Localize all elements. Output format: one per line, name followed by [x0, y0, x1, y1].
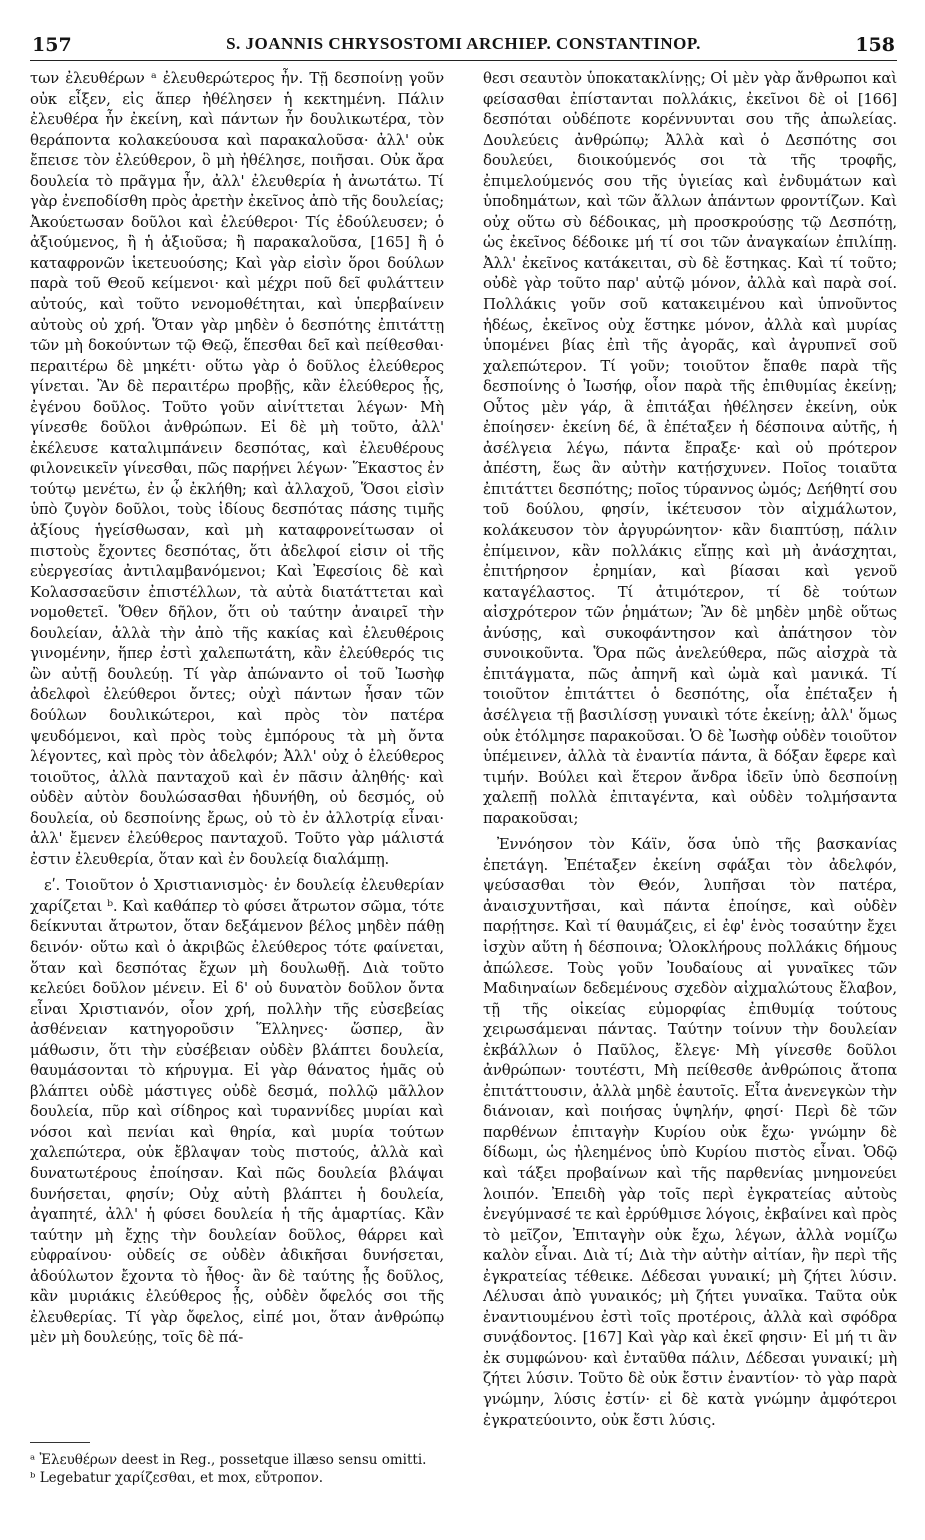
footnote-b: ᵇ Legebatur χαρίζεσθαι, et mox, εὔτροπον. — [30, 1469, 324, 1486]
page-number-left: 157 — [32, 34, 72, 56]
left-paragraph-2: εʹ. Τοιοῦτον ὁ Χριστιανισμὸς· ἐν δουλείᾳ ἐλευθερίαν χαρίζεται ᵇ. Καὶ καθάπερ τὸ φύσει ἄτρωτον σῶμα, τότε δείκνυται ἄτρωτον, ὅταν δεξάμενον βέλος μηδὲν πάθῃ δεινόν· οὕτω καὶ ὁ ἀκριβῶς ἐλεύθερος τότε φαίνεται, ὅταν καὶ δεσπότας ἔχων μὴ δουλωθῇ. Διὰ τοῦτο κελεύει δοῦλον μένειν. Εἰ δ' οὐ δυνατὸν δοῦλον ὄντα εἶναι Χριστιανόν, οἷον χρή, πολλὴν τῆς εὐσεβείας ἀσθένειαν κατηγοροῦσιν Ἕλληνες· ὥσπερ, ἂν μάθωσιν, ὅτι τὴν εὐσέβειαν οὐδὲν βλάπτει δουλεία, θαυμάσονται τὸ κήρυγμα. Εἰ γὰρ θάνατος ἡμᾶς οὐ βλάπτει οὐδὲ μάστιγες οὐδὲ δεσμά, πολλῷ μᾶλλον δουλεία, πῦρ καὶ σίδηρος καὶ τυραννίδες μυρίαι καὶ νόσοι καὶ πενίαι καὶ θηρία, καὶ μυρία τούτων χαλεπώτερα, οὐκ ἔβλαψαν τοὺς πιστούς, ἀλλὰ καὶ δυνατωτέρους ἐποίησαν. Καὶ πῶς δουλεία βλάψαι δυνήσεται, φησίν; Οὐχ αὐτὴ βλάπτει ἡ δουλεία, ἀγαπητέ, ἀλλ' ἡ φύσει δουλεία ἡ τῆς ἁμαρτίας. Κἂν ταύτην μὴ ἔχῃς τὴν δουλείαν δοῦλος, θάρρει καὶ εὐφραίνου· οὐδείς σε οὐδὲν ἀδικῆσαι δυνήσεται, ἀδούλωτον ἔχοντα τὸ ἦθος· ἂν δὲ ταύτης ᾖς δοῦλος, κἂν μυριάκις ἐλεύθερος ᾖς, οὐδὲν ὄφελός σοι τῆς ἐλευθερίας. Τί γὰρ ὄφελος, εἰπέ μοι, ὅταν ἀνθρώπῳ μὲν μὴ δουλεύῃς, τοῖς δὲ πά- — [30, 876, 444, 1347]
footnote-a: ᵃ Ἐλευθέρων deest in Reg., possetque illæso sensu omitti. — [30, 1452, 427, 1468]
right-column — [483, 68, 897, 1430]
right-paragraph-1: θεσι σεαυτὸν ὑποκατακλίνῃς; Οἱ μὲν γὰρ ἄνθρωποι καὶ φείσασθαι ἐπίστανται πολλάκις, ἐκεῖνοι δὲ οἱ [166] δεσπόται οὐδέποτε κορέννυνται σου τῆς ἀπωλείας. Δουλεύεις ἀνθρώπῳ; Ἀλλὰ καὶ ὁ Δεσπότης σοι δουλεύει, διοικούμενός σοι τὰ τῆς τροφῆς, ἐπιμελούμενός σου τῆς ὑγιείας καὶ ἐνδυμάτων καὶ ὑποδημάτων, καὶ τῶν ἄλλων ἁπάντων φροντίζων. Καὶ οὐχ οὕτω σὺ δέδοικας, μὴ προσκρούσῃς τῷ Δεσπότῃ, ὡς ἐκεῖνος δέδοικε μή τί σοι τῶν ἀναγκαίων ἐπιλίπῃ. Ἀλλ' ἐκεῖνος κατάκειται, σὺ δὲ ἕστηκας. Καὶ τί τοῦτο; οὐδὲ γὰρ τοῦτο παρ' αὐτῷ μόνον, ἀλλὰ καὶ παρὰ σοί. Πολλάκις γοῦν σοῦ κατακειμένου καὶ ὑπνοῦντος ἡδέως, ἐκεῖνος οὐχ ἕστηκε μόνον, ἀλλὰ καὶ μυρίας ὑπομένει βίας ἐπὶ τῆς ἀγορᾶς, καὶ ἀγρυπνεῖ σοῦ χαλεπώτερον. Τί γοῦν; τοιοῦτον ἔπαθε παρὰ τῆς δεσποίνης ὁ Ἰωσήφ, οἷον παρὰ τῆς ἐπιθυμίας ἐκείνῃ; Οὗτος μὲν γάρ, ἃ ἐπιτάξαι ἠθέλησεν ἐκείνη, οὐκ ἐποίησεν· ἐκείνη δέ, ἃ ἐπέταξεν ἡ δέσποινα αὐτῆς, ἡ ἀσέλγεια λέγω, πάντα ἔπραξε· καὶ οὐ πρότερον ἀπέστη, ἕως ἂν αὐτὴν κατῄσχυνεν. Ποῖος τοιαῦτα ἐπιτάττει δεσπότης; ποῖος τύραννος ὠμός; Δεήθητί σου τοῦ δούλου, φησίν, ἱκέτευσον τὸν αἰχμάλωτον, κολάκευσον τὸν ἀργυρώνητον· κἂν διαπτύσῃ, πάλιν ἐπίμεινον, κἂν πολλάκις εἴπῃς καὶ μὴ ἀνάσχηται, ἐπιτήρησον ἐρημίαν, καὶ βίασαι καὶ γενοῦ καταγέλαστος. Τί ἀτιμότερον, τί δὲ τούτων αἰσχρότερον τῶν ῥημάτων; Ἂν δὲ μηδὲν μηδὲ οὕτως ἀνύσῃς, καὶ συκοφάντησον καὶ ἀπάτησον τὸν συνοικοῦντα. Ὅρα πῶς ἀνελεύθερα, πῶς αἰσχρὰ τὰ ἐπιτάγματα, πῶς ἀπηνῆ καὶ ὠμὰ καὶ μανικά. Τί τοιοῦτον ἐπιτάττει ὁ δεσπότης, οἷα ἐπέταξεν ἡ ἀσέλγεια τῇ βασιλίσσῃ γυναικὶ τότε ἐκείνῃ; ἀλλ' ὅμως οὐκ ἐτόλμησε παρακοῦσαι. Ὁ δὲ Ἰωσὴφ οὐδὲν τοιοῦτον ὑπέμεινεν, ἀλλὰ τὰ ἐναντία πάντα, ἃ δόξαν ἔφερε καὶ τιμήν. Βούλει καὶ ἕτερον ἄνδρα ἰδεῖν ὑπὸ δεσποίνῃ χαλεπῇ πολλὰ ἐπιταγέντα, καὶ οὐδὲν τολμήσαντα παρακοῦσαι; — [483, 69, 898, 827]
footnotes — [30, 1452, 440, 1487]
right-paragraph-2: Ἐννόησον τὸν Κάϊν, ὅσα ὑπὸ τῆς βασκανίας ἐπετάγη. Ἐπέταξεν ἐκείνη σφάξαι τὸν ἀδελφόν, ψεύσασθαι τὸν Θεόν, λυπῆσαι τὸν πατέρα, ἀναισχυντῆσαι, καὶ πάντα ἐποίησε, καὶ οὐδὲν παρῄτησε. Καὶ τί θαυμάζεις, εἰ ἐφ' ἑνὸς τοσαύτην ἔχει ἰσχὺν αὕτη ἡ δέσποινα; Ὁλοκλήρους πολλάκις δήμους ἀπώλεσε. Τοὺς γοῦν Ἰουδαίους αἱ γυναῖκες τῶν Μαδιηναίων δεδεμένους σχεδὸν αἰχμαλώτους ἔλαβον, τῇ τῆς οἰκείας εὐμορφίας ἐπιθυμίᾳ τούτους χειρωσάμεναι πάντας. Ταύτην τοίνυν τὴν δουλείαν ἐκβάλλων ὁ Παῦλος, ἔλεγε· Μὴ γίνεσθε δοῦλοι ἀνθρώπων· τουτέστι, Μὴ πείθεσθε ἀνθρώποις ἄτοπα ἐπιτάττουσιν, ἀλλὰ μηδὲ ἑαυτοῖς. Εἶτα ἀνενεγκὼν τὴν διάνοιαν, καὶ ποιήσας ὑψηλήν, φησί· Περὶ δὲ τῶν παρθένων ἐπιταγὴν Κυρίου οὐκ ἔχω· γνώμην δὲ δίδωμι, ὡς ἠλεημένος ὑπὸ Κυρίου πιστὸς εἶναι. Ὁδῷ καὶ τάξει προβαίνων καὶ τῆς παρθενίας μνημονεύει λοιπόν. Ἐπειδὴ γὰρ τοῖς περὶ ἐγκρατείας αὐτοὺς ἐνεγύμνασέ τε καὶ ἐρρύθμισε λόγοις, ἐκβαίνει καὶ πρὸς τὸ μεῖζον, Ἐπιταγὴν οὐκ ἔχω, λέγων, ἀλλὰ νομίζω καλὸν εἶναι. Διὰ τί; Διὰ τὴν αὐτὴν αἰτίαν, ἣν περὶ τῆς ἐγκρατείας τέθεικε. Δέδεσαι γυναικί; μὴ ζήτει λύσιν. Λέλυσαι ἀπὸ γυναικός; μὴ ζήτει γυναῖκα. Ταῦτα οὐκ ἐναντιουμένου ἐστὶ τοῖς προτέροις, ἀλλὰ καὶ σφόδρα συνᾴδοντος. [167] Καὶ γὰρ καὶ ἐκεῖ φησιν· Εἰ μή τι ἂν ἐκ συμφώνου· καὶ ἐνταῦθα πάλιν, Δέδεσαι γυναικί; μὴ ζήτει λύσιν. Τοῦτο δὲ οὐκ ἔστιν ἐναντίον· τὸ γὰρ παρὰ γνώμην, λύσις ἐστίν· εἰ δὲ κατὰ γνώμην ἀμφότεροι ἐγκρατεύοιντο, οὐκ ἔστι λύσις. — [483, 835, 897, 1429]
running-header — [30, 30, 897, 61]
footnote-divider — [30, 1442, 90, 1443]
left-paragraph-1: των ἐλευθέρων ᵃ ἐλευθερώτερος ἦν. Τῇ δεσποίνῃ γοῦν οὐκ εἶξεν, εἰς ἅπερ ἠθέλησεν ἡ κεκτημένη. Πάλιν ἐλευθέρα ἦν ἐκείνη, καὶ πάντων ἦν δουλικωτέρα, τὸν θεράποντα κολακεύουσα καὶ παρακαλοῦσα· ἀλλ' οὐκ ἔπεισε τὸν ἐλεύθερον, ὃ μὴ ἠθέλησε, ποιῆσαι. Οὐκ ἄρα δουλεία τὸ πρᾶγμα ἦν, ἀλλ' ἐλευθερία ἡ ἀνωτάτω. Τί γὰρ ἐνεποδίσθη πρὸς ἀρετὴν ἐκεῖνος ἀπὸ τῆς δουλείας; Ἀκούετωσαν δοῦλοι καὶ ἐλεύθεροι· Τίς ἐδούλευσεν; ὁ ἀξιούμενος, ἢ ἡ ἀξιοῦσα; ἢ παρακαλοῦσα, [165] ἢ ὁ καταφρονῶν ἱκετευούσης; Καὶ γὰρ εἰσὶν ὅροι δούλων παρὰ τοῦ Θεοῦ κείμενοι· καὶ μέχρι ποῦ δεῖ φυλάττειν αὐτούς, καὶ τοῦτο νενομοθέτηται, καὶ ὑπερβαίνειν αὐτοὺς οὐ χρή. Ὅταν γὰρ μηδὲν ὁ δεσπότης ἐπιτάττῃ τῶν μὴ δοκούντων τῷ Θεῷ, ἕπεσθαι δεῖ καὶ πείθεσθαι· περαιτέρω δὲ μηκέτι· οὕτω γὰρ ὁ δοῦλος ἐλεύθερος γίνεται. Ἂν δὲ περαιτέρω προβῇς, κἂν ἐλεύθερος ᾖς, ἐγένου δοῦλος. Τοῦτο γοῦν αἰνίττεται λέγων· Μὴ γίνεσθε δοῦλοι ἀνθρώπων. Εἰ δὲ μὴ τοῦτο, ἀλλ' ἐκέλευσε καταλιμπάνειν δεσπότας, καὶ ἐλευθέρους φιλονεικεῖν γίνεσθαι, πῶς παρῄνει λέγων· Ἕκαστος ἐν τούτῳ μενέτω, ἐν ᾧ ἐκλήθη; καὶ ἀλλαχοῦ, Ὅσοι εἰσὶν ὑπὸ ζυγὸν δοῦλοι, τοὺς ἰδίους δεσπότας πάσης τιμῆς ἀξίους ἡγείσθωσαν, καὶ μὴ καταφρονείτωσαν οἱ πιστοὺς ἔχοντες δεσπότας, ὅτι ἀδελφοί εἰσιν οἱ τῆς εὐεργεσίας ἀντιλαμβανόμενοι; Καὶ Ἐφεσίοις δὲ καὶ Κολασσαεῦσιν ἐπιστέλλων, τὰ αὐτὰ διατάττεται καὶ νομοθετεῖ. Ὅθεν δῆλον, ὅτι οὐ ταύτην ἀναιρεῖ τὴν δουλείαν, ἀλλὰ τὴν ἀπὸ τῆς κακίας καὶ ἐλευθέροις γινομένην, ἥπερ ἐστὶ χαλεπωτάτη, κἂν ἐλεύθερός τις ὢν αὐτῇ δουλεύῃ. Τί γὰρ ἀπώναντο οἱ τοῦ Ἰωσὴφ ἀδελφοὶ ἐλεύθεροι ὄντες; οὐχὶ πάντων ἦσαν τῶν δούλων δουλικώτεροι, καὶ πρὸς τὸν πατέρα ψευδόμενοι, καὶ πρὸς τοὺς ἐμπόρους τὰ μὴ ὄντα λέγοντες, καὶ πρὸς τὸν ἀδελφόν; Ἀλλ' οὐχ ὁ ἐλεύθερος τοιοῦτος, ἀλλὰ πανταχοῦ καὶ ἐν πᾶσιν ἀληθής· καὶ οὐδὲν αὐτὸν δουλώσασθαι ἠδυνήθη, οὐ δεσμός, οὐ δουλεία, οὐ δεσποίνης ἔρως, οὐ τὸ ἐν ἀλλοτρίᾳ εἶναι· ἀλλ' ἔμενεν ἐλεύθερος πανταχοῦ. Τοῦτο γὰρ μάλιστά ἐστιν ἐλευθερία, ὅταν καὶ ἐν δουλείᾳ διαλάμπῃ. — [30, 69, 444, 868]
page-number-right: 158 — [855, 34, 895, 56]
left-column — [30, 68, 444, 1348]
running-title: S. JOANNIS CHRYSOSTOMI ARCHIEP. CONSTANTINOP. — [226, 34, 701, 53]
